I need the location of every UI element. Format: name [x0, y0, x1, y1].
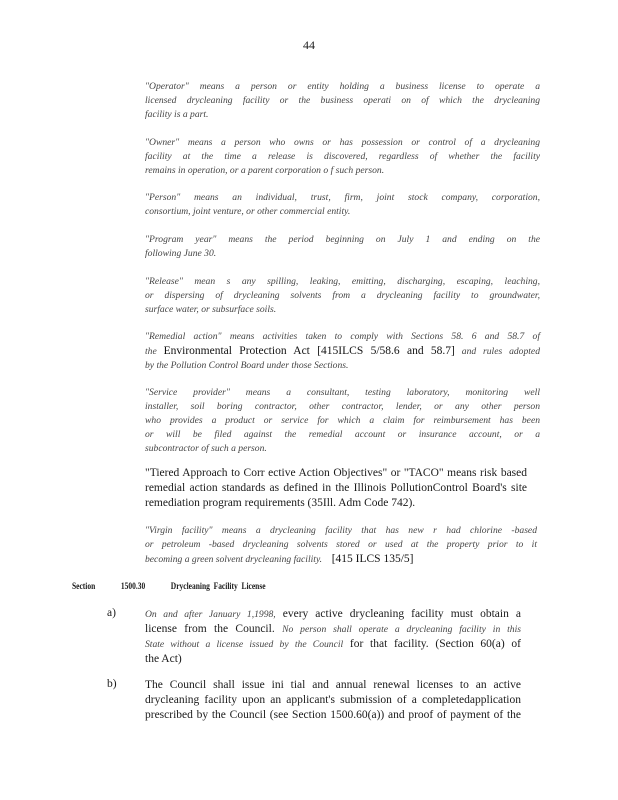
- definition-line: remediation program requirements (35Ill. Adm Code 742).: [145, 497, 416, 509]
- section-heading: [72, 581, 266, 592]
- definition-line: "Release" mean s any spilling, leaking, emitting, discharging, escaping, leaching,: [145, 276, 540, 287]
- item-label-a: a): [107, 607, 116, 619]
- definition-operator: [145, 80, 540, 122]
- item-line: [145, 637, 521, 652]
- item-line: prescribed by the Council (see Section 1500.60(a)) and proof of payment of the: [145, 709, 521, 721]
- definition-line: "Program year" means the period beginning on July 1 and ending on the: [145, 234, 540, 245]
- definition-program-year: [145, 233, 540, 261]
- definition-line: [145, 552, 537, 567]
- definition-person: [145, 191, 540, 219]
- page-number: 44: [303, 38, 315, 52]
- definition-service-provider: [145, 386, 540, 456]
- item-text-italic: On and after January 1,1998,: [145, 609, 276, 620]
- definition-remedial-action: [145, 330, 540, 373]
- definition-line: remains in operation, or a parent corporation o f such person.: [145, 165, 385, 176]
- item-text: for that facility. (Section 60(a) of: [349, 638, 521, 650]
- section-title: Drycleaning Facility License: [170, 581, 266, 592]
- definition-line: "Tiered Approach to Corr ective Action Objectives" or "TACO" means risk based: [145, 467, 527, 479]
- definition-line: [145, 344, 540, 359]
- definition-text: the: [145, 346, 157, 357]
- item-text: license from the Council.: [145, 623, 275, 635]
- definition-line: or dispersing of drycleaning solvents from a drycleaning facility to groundwater,: [145, 290, 540, 301]
- statute-reference: Environmental Protection Act [415ILCS 5/58.6 and 58.7]: [163, 345, 455, 357]
- definition-line: licensed drycleaning facility or the business operati on of which the drycleaning: [145, 95, 540, 106]
- definition-release: [145, 275, 540, 317]
- definition-owner: [145, 136, 540, 178]
- definition-line: facility is a part.: [145, 109, 209, 120]
- definition-line: "Service provider" means a consultant, testing laboratory, monitoring well: [145, 387, 540, 398]
- definition-line: or petroleum -based drycleaning solvents stored or used at the property prior to it: [145, 539, 537, 550]
- definition-line: "Remedial action" means activities taken to comply with Sections 58. 6 and 58.7 of: [145, 331, 540, 342]
- item-line: [145, 622, 521, 637]
- definition-line: "Operator" means a person or entity holding a business license to operate a: [145, 81, 540, 92]
- definition-line: "Virgin facility" means a drycleaning facility that has new r had chlorine -based: [145, 525, 537, 536]
- definition-line: surface water, or subsurface soils.: [145, 304, 277, 315]
- definition-line: who provides a product or service for which a claim for reimbursement has been: [145, 415, 540, 426]
- definition-line: or will be filed against the remedial account or insurance account, or a: [145, 429, 540, 440]
- definition-line: following June 30.: [145, 248, 217, 259]
- definition-line: by the Pollution Control Board under those Sections.: [145, 360, 349, 371]
- definition-line: installer, soil boring contractor, other contractor, lender, or any other person: [145, 401, 540, 412]
- definition-line: consortium, joint venture, or other commercial entity.: [145, 206, 351, 217]
- definition-line: facility at the time a release is discovered, regardless of whether the facility: [145, 151, 540, 162]
- item-text-italic: State without a license issued by the Council: [145, 639, 344, 650]
- item-text: every active drycleaning facility must obtain a: [282, 608, 521, 620]
- item-text-italic: No person shall operate a drycleaning facility in this: [282, 624, 521, 635]
- section-label: Section: [72, 581, 96, 592]
- statute-reference: [415 ILCS 135/5]: [331, 553, 414, 565]
- definition-line: remedial action standards as defined in the Illinois PollutionControl Board's site: [145, 482, 527, 494]
- item-line: the Act): [145, 653, 182, 665]
- definition-text: and rules adopted: [461, 346, 540, 357]
- item-line: drycleaning facility upon an applicant's submission of a completedapplication: [145, 694, 521, 706]
- definition-line: "Person" means an individual, trust, firm, joint stock company, corporation,: [145, 192, 540, 203]
- definition-line: subcontractor of such a person.: [145, 443, 267, 454]
- definition-taco: [145, 466, 527, 511]
- item-label-b: b): [107, 678, 117, 690]
- item-body-b: [145, 678, 521, 723]
- definition-virgin-facility: [145, 524, 537, 567]
- section-number: 1500.30: [120, 581, 146, 592]
- item-line: [145, 607, 521, 622]
- item-line: The Council shall issue ini tial and annual renewal licenses to an active: [145, 679, 521, 691]
- definition-text: becoming a green solvent drycleaning facility.: [145, 554, 323, 565]
- item-body-a: [145, 607, 521, 667]
- definition-line: "Owner" means a person who owns or has possession or control of a drycleaning: [145, 137, 540, 148]
